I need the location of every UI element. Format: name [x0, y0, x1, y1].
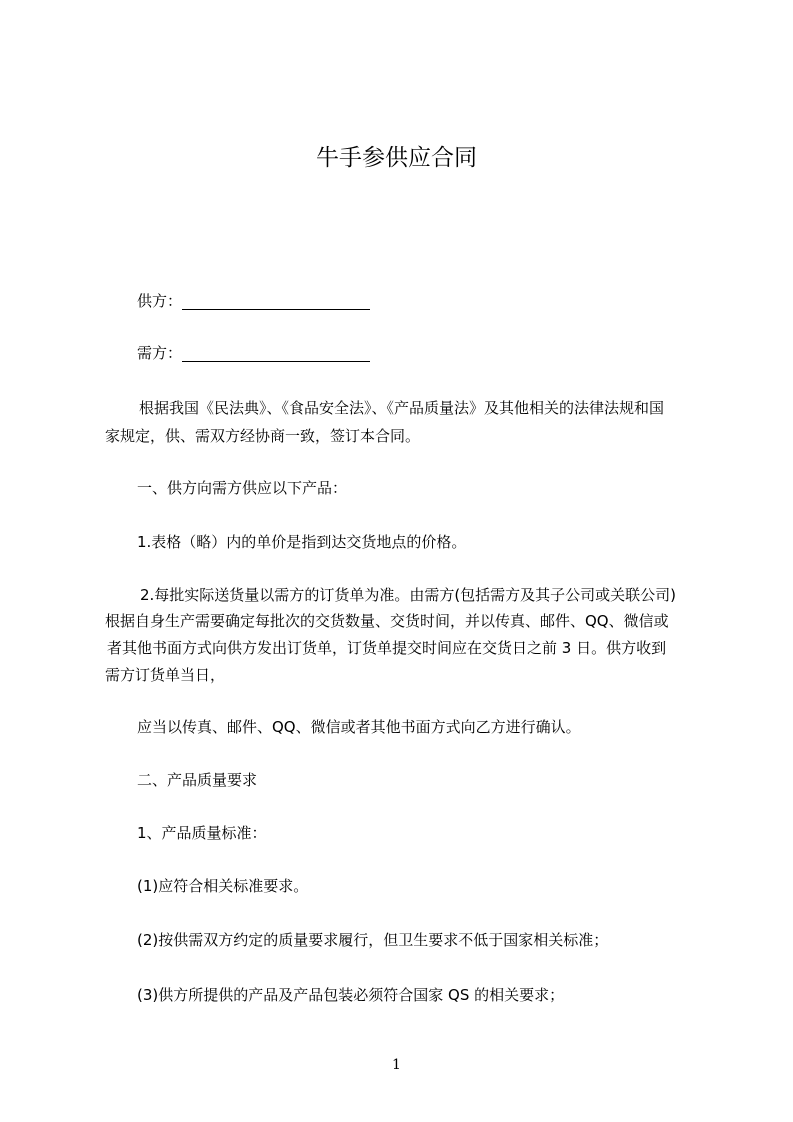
buyer-blank-line: [182, 345, 370, 362]
clause-2-followup: 应当以传真、邮件、QQ、微信或者其他书面方式向乙方进行确认。: [137, 718, 581, 736]
quality-standard-heading: 1、产品质量标准：: [137, 824, 267, 842]
intro-line-2: 家规定，供、需双方经协商一致，签订本合同。: [105, 427, 421, 445]
intro-line-1: 根据我国《民法典》、《食品安全法》、《产品质量法》及其他相关的法律法规和国: [139, 399, 665, 417]
section-heading-1: 一、供方向需方供应以下产品：: [137, 479, 348, 497]
section-heading-2: 二、产品质量要求: [137, 771, 258, 789]
quality-item-1: (1)应符合相关标准要求。: [137, 877, 309, 895]
buyer-field: [137, 343, 370, 363]
page-title: 牛手参供应合同: [316, 145, 477, 171]
supplier-field: [137, 291, 370, 311]
quality-item-3: (3)供方所提供的产品及产品包装必须符合国家 QS 的相关要求；: [137, 986, 565, 1004]
page-number: 1: [392, 1057, 401, 1073]
supplier-label: 供方：: [137, 292, 183, 310]
clause-2-line-1: 2.每批实际送货量以需方的订货单为准。由需方(包括需方及其子公司或关联公司): [140, 586, 677, 604]
supplier-blank-line: [182, 293, 370, 310]
clause-2-line-4: 需方订货单当日，: [105, 666, 226, 684]
clause-1: 1.表格（略）内的单价是指到达交货地点的价格。: [137, 533, 467, 551]
quality-item-2: (2)按供需双方约定的质量要求履行，但卫生要求不低于国家相关标准；: [137, 931, 609, 949]
clause-2-line-2: 根据自身生产需要确定每批次的交货数量、交货时间，并以传真、邮件、QQ、微信或: [105, 612, 669, 630]
buyer-label: 需方：: [137, 344, 183, 362]
clause-2-line-3: 者其他书面方式向供方发出订货单，订货单提交时间应在交货日之前 3 日。供方收到: [107, 639, 667, 657]
